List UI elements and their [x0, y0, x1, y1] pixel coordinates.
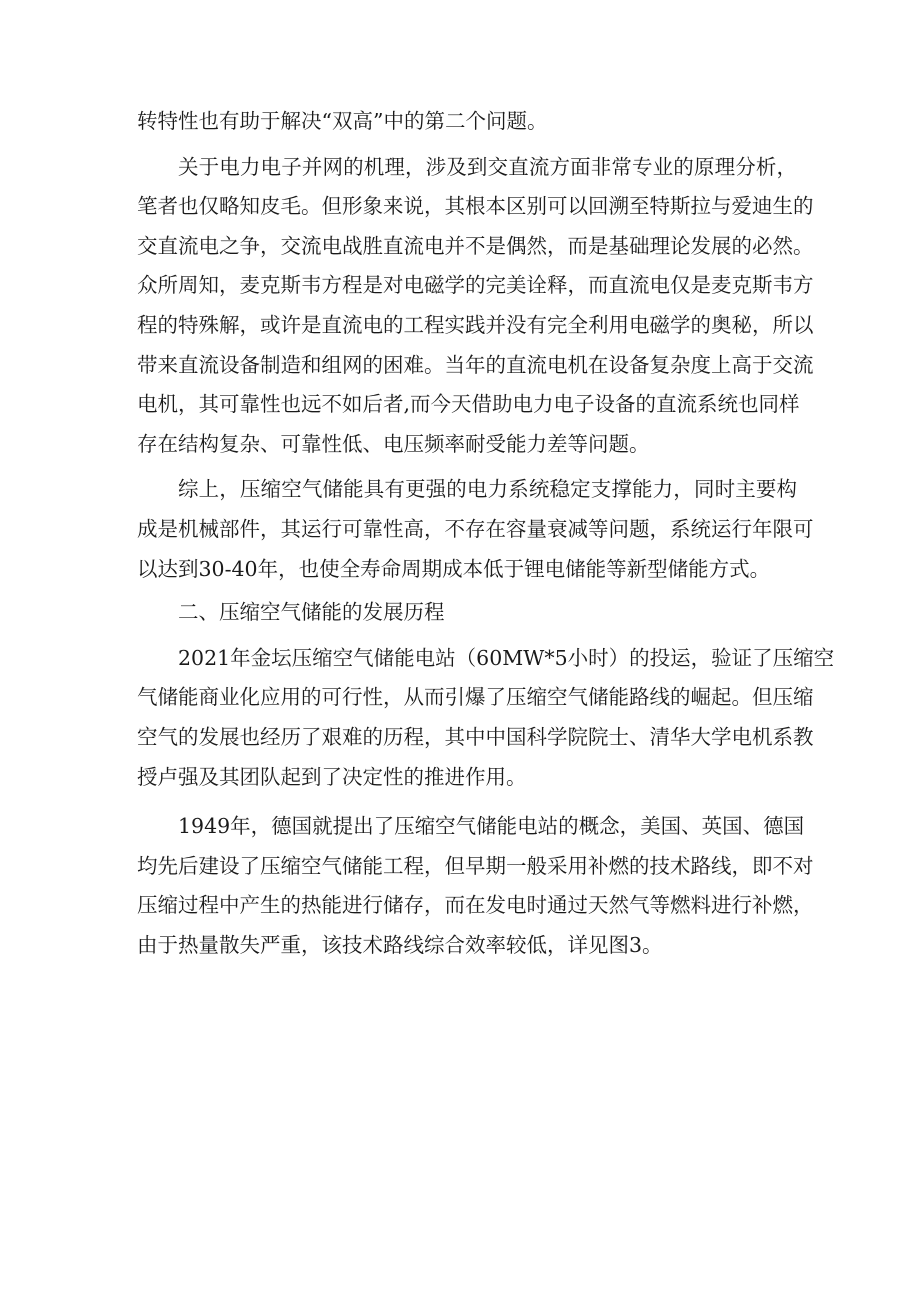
text-line: 交直流电之争，交流电战胜直流电并不是偶然，而是基础理论发展的必然。: [137, 233, 814, 258]
paragraph-summary: [137, 470, 814, 589]
text-line: 均先后建设了压缩空气储能工程，但早期一般采用补燃的技术路线，即不对: [137, 853, 814, 878]
text-line: 以达到30-40年，也使全寿命周期成本低于锂电储能等新型储能方式。: [137, 556, 771, 581]
paragraph-continuation: [137, 102, 797, 142]
text-line: 由于热量散失严重，该技术路线综合效率较低，详见图3。: [137, 932, 663, 957]
text-line: 2021年金坛压缩空气储能电站（60MW*5小时）的投运，验证了压缩空: [178, 645, 835, 670]
text-line: 笔者也仅略知皮毛。但形象来说，其根本区别可以回溯至特斯拉与爱迪生的: [137, 194, 814, 219]
text-line: 带来直流设备制造和组网的困难。当年的直流电机在设备复杂度上高于交流: [137, 352, 814, 377]
document-body: [137, 102, 835, 965]
text-line: 气储能商业化应用的可行性，从而引爆了压缩空气储能路线的崛起。但压缩: [137, 685, 814, 710]
paragraph-power-electronics: [137, 148, 814, 465]
text-line: 关于电力电子并网的机理，涉及到交直流方面非常专业的原理分析，: [178, 154, 797, 179]
text-line: 成是机械部件，其运行可靠性高，不存在容量衰减等问题，系统运行年限可: [137, 516, 814, 541]
section-title: 二、压缩空气储能的发展历程: [178, 600, 445, 625]
text-line: 众所周知，麦克斯韦方程是对电磁学的完美诠释，而直流电仅是麦克斯韦方: [137, 273, 814, 298]
text-line: 空气的发展也经历了艰难的历程，其中中国科学院院士、清华大学电机系教: [137, 724, 814, 749]
text-line: 压缩过程中产生的热能进行储存，而在发电时通过天然气等燃料进行补燃，: [137, 893, 814, 918]
text-line: 1949年，德国就提出了压缩空气储能电站的概念，美国、英国、德国: [178, 814, 805, 839]
text-line: 转特性也有助于解决“双高”中的第二个问题。: [137, 109, 548, 133]
paragraph-history-1949: [137, 807, 814, 965]
paragraph-jintan: [137, 639, 835, 797]
text-line: 程的特殊解，或许是直流电的工程实践并没有完全利用电磁学的奥秘，所以: [137, 312, 814, 337]
text-line: 综上，压缩空气储能具有更强的电力系统稳定支撑能力，同时主要构: [178, 477, 797, 502]
text-line: 授卢强及其团队起到了决定性的推进作用。: [137, 764, 527, 789]
text-line: 电机，其可靠性也远不如后者,而今天借助电力电子设备的直流系统也同样: [137, 392, 800, 417]
text-line: 存在结构复杂、可靠性低、电压频率耐受能力差等问题。: [137, 431, 650, 456]
section-heading: [137, 593, 797, 633]
